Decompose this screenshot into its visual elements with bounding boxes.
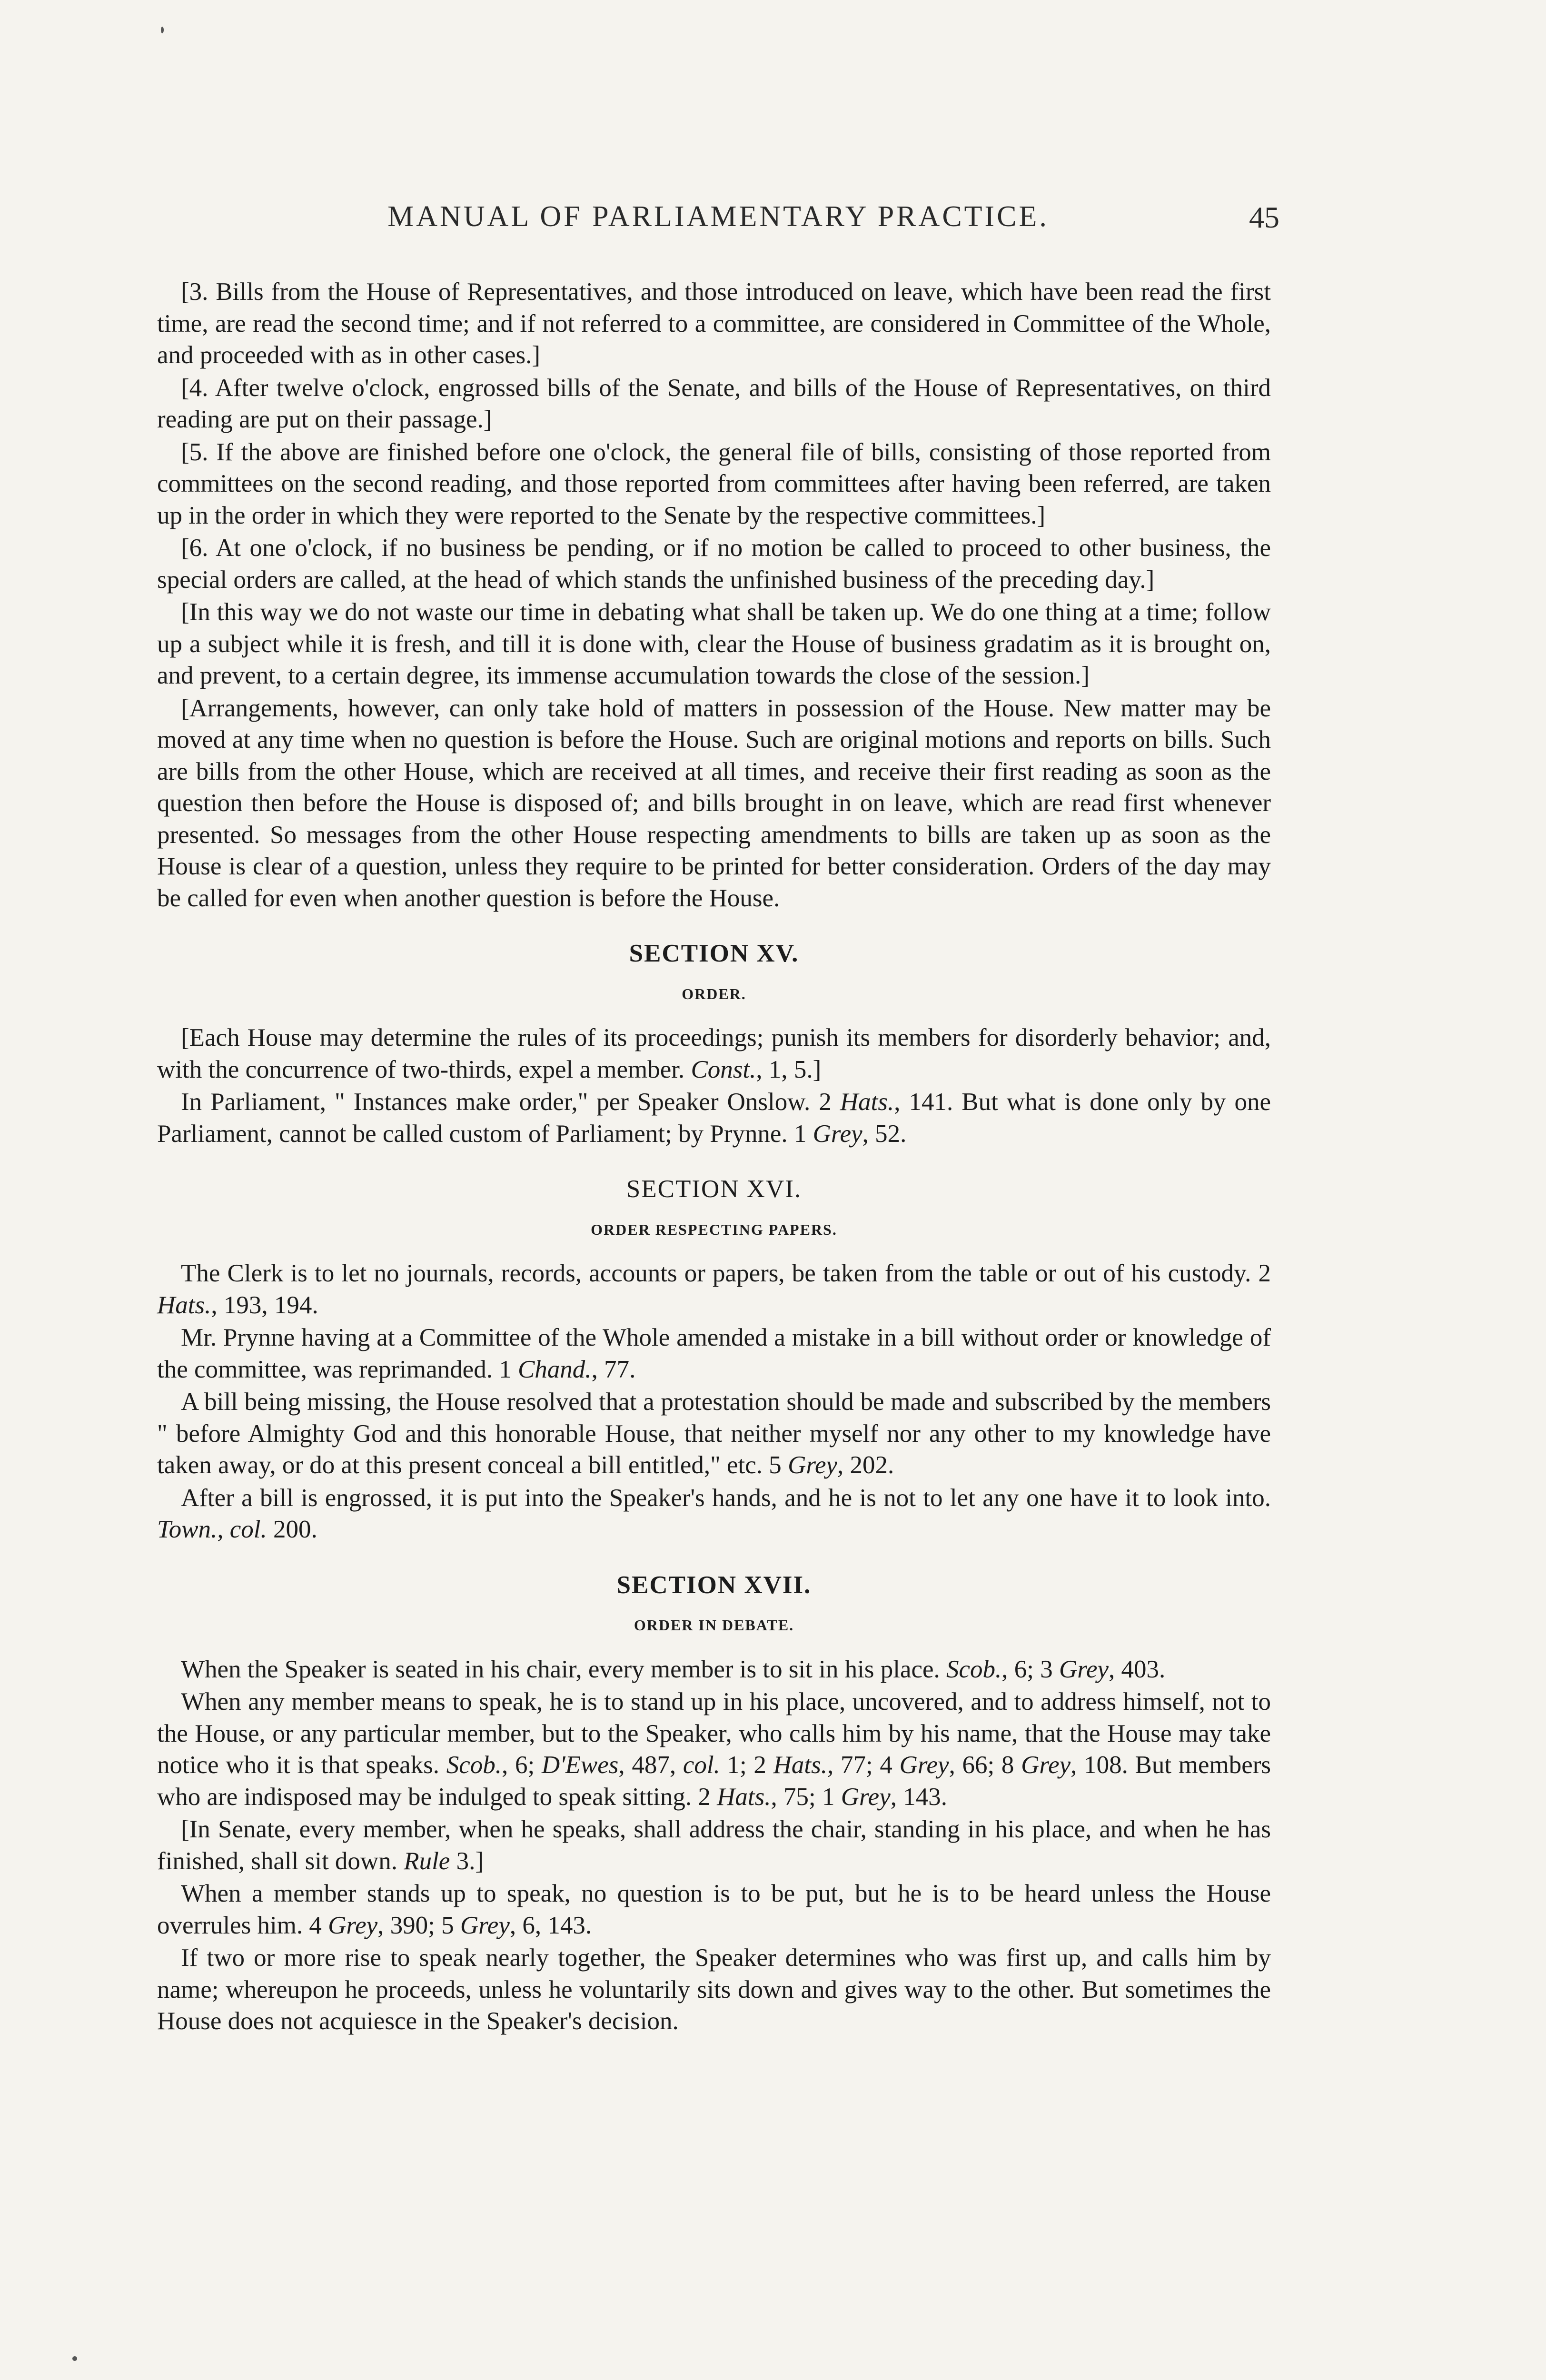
page-number: 45 (1249, 200, 1279, 234)
section-heading: SECTION XV. (629, 940, 799, 967)
paragraph: A bill being missing, the House resolved that a protestation should be made and subscribed by the members " before Almighty God and this honorable House, that neither myself nor any other to my knowledge have taken away, or do at this present conceal a bill entitled," etc. 5 Grey, 202. (157, 1388, 1271, 1479)
paragraph: [6. At one o'clock, if no business be pending, or if no motion be called to proceed to other business, the special orders are called, at the head of which stands the unfinished business of the preceding day.] (157, 534, 1271, 594)
ink-speck (72, 2356, 77, 2361)
page-header (157, 200, 1279, 257)
ink-speck (161, 27, 164, 33)
section-heading: SECTION XVII. (616, 1571, 812, 1599)
paragraph: [Arrangements, however, can only take hold of matters in possession of the House. New matter may be moved at any time when no question is before the House. Such are original motions and reports on bills. Such are bills from the other House, which are received at all times, and receive their first reading as soon as the question then before the House is disposed of; and bills brought in on leave, which are read first whenever presented. So messages from the other House respecting amendments to bills are taken up as soon as the House is clear of a question, unless they require to be printed for better consideration. Orders of the day may be called for even when another question is before the House. (157, 694, 1271, 912)
paragraph: If two or more rise to speak nearly together, the Speaker determines who was first up, and calls him by name; whereupon he proceeds, unless he voluntarily sits down and gives way to the other. But sometimes the House does not acquiesce in the Speaker's decision. (157, 1944, 1271, 2035)
paragraph: [3. Bills from the House of Representatives, and those introduced on leave, which have been read the first time, are read the second time; and if not referred to a committee, are considered in Committee of the Whole, and proceeded with as in other cases.] (157, 278, 1271, 369)
paragraph: Mr. Prynne having at a Committee of the Whole amended a mistake in a bill without order or knowledge of the committee, was reprimanded. 1 Chand., 77. (157, 1324, 1271, 1383)
paragraph: [5. If the above are finished before one o'clock, the general file of bills, consisting of those reported from committees on the second reading, and those reported from committees after having been referred, are taken up in the order in which they were reported to the Senate by the respective committees.] (157, 438, 1271, 529)
section-subheading: ORDER. (682, 985, 746, 1002)
paragraph: When any member means to speak, he is to stand up in his place, uncovered, and to address himself, not to the House, or any particular member, but to the Speaker, who calls him by his name, that the House may take notice who it is that speaks. Scob., 6; D'Ewes, 487, col. 1; 2 Hats., 77; 4 Grey, 66; 8 Grey, 108. But members who are indisposed may be indulged to speak sitting. 2 Hats., 75; 1 Grey, 143. (157, 1688, 1271, 1811)
page-body (157, 276, 1271, 2038)
paragraph: When a member stands up to speak, no question is to be put, but he is to be heard unless the House overrules him. 4 Grey, 390; 5 Grey, 6, 143. (157, 1880, 1271, 1939)
paragraph: [In this way we do not waste our time in debating what shall be taken up. We do one thing at a time; follow up a subject while it is fresh, and till it is done with, clear the House of business gradatim as it is brought on, and prevent, to a certain degree, its immense accumulation towards the close of the session.] (157, 598, 1271, 689)
paragraph: [In Senate, every member, when he speaks, shall address the chair, standing in his place, and when he has finished, shall sit down. Rule 3.] (157, 1815, 1271, 1875)
paragraph: The Clerk is to let no journals, records, accounts or papers, be taken from the table or out of his custody. 2 Hats., 193, 194. (157, 1259, 1271, 1319)
section-heading: SECTION XVI. (626, 1175, 802, 1203)
paragraph: After a bill is engrossed, it is put into the Speaker's hands, and he is not to let any one have it to look into. Town., col. 200. (157, 1484, 1271, 1543)
section-subheading: ORDER IN DEBATE. (634, 1616, 794, 1634)
paragraph: When the Speaker is seated in his chair, every member is to sit in his place. Scob., 6; 3 Grey, 403. (181, 1655, 1166, 1683)
section-subheading: ORDER RESPECTING PAPERS. (591, 1220, 837, 1238)
paragraph: [Each House may determine the rules of its proceedings; punish its members for disorderly behavior; and, with the concurrence of two-thirds, expel a member. Const., 1, 5.] (157, 1024, 1271, 1083)
paragraph: In Parliament, " Instances make order," per Speaker Onslow. 2 Hats., 141. But what is done only by one Parliament, cannot be called custom of Parliament; by Prynne. 1 Grey, 52. (157, 1088, 1271, 1148)
paragraph: [4. After twelve o'clock, engrossed bills of the Senate, and bills of the House of Representatives, on third reading are put on their passage.] (157, 374, 1271, 433)
running-head: MANUAL OF PARLIAMENTARY PRACTICE. (387, 200, 1049, 233)
